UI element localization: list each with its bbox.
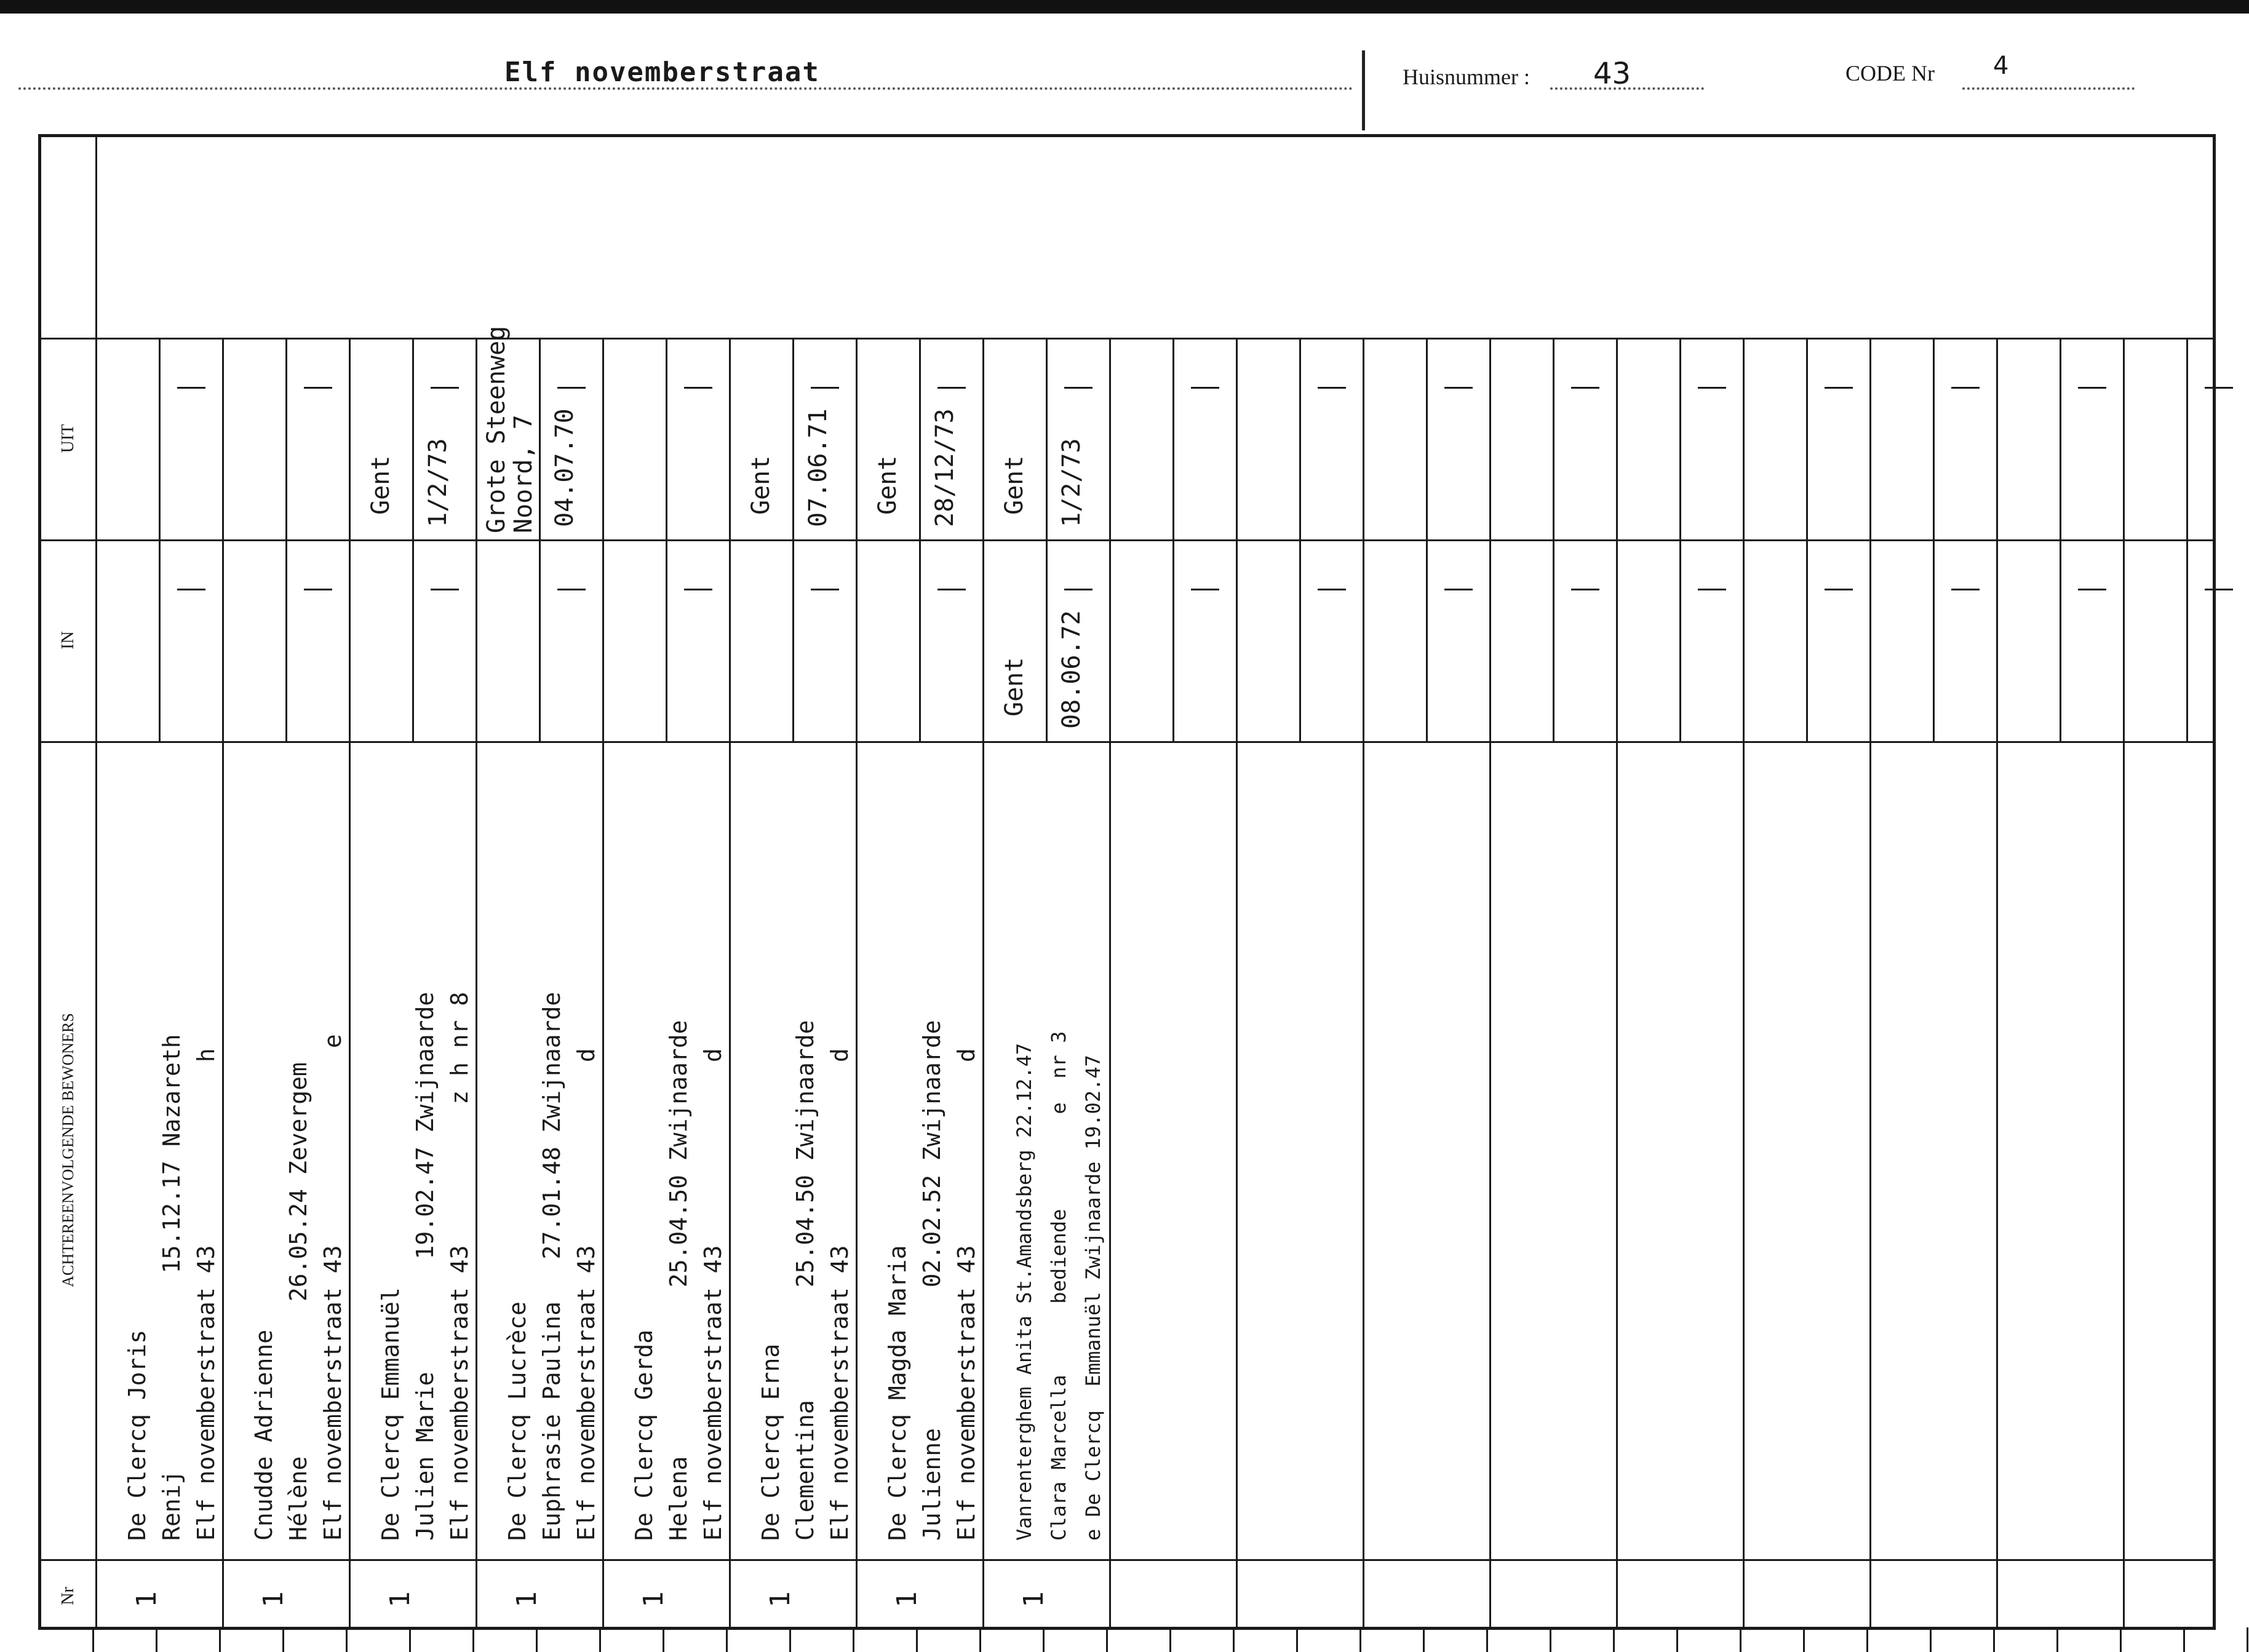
empty-dash	[557, 387, 586, 389]
bottom-tick	[1359, 1627, 1361, 1652]
sub-column-divider	[1679, 338, 1681, 741]
resident-entry-line: Julienne 02.02.52 Zwijnaarde	[918, 1020, 945, 1541]
empty-dash	[304, 387, 332, 389]
resident-nr: 1	[1017, 1591, 1049, 1608]
bottom-tick	[1613, 1627, 1615, 1652]
resident-nr: 1	[384, 1591, 416, 1608]
empty-dash	[937, 589, 966, 590]
uit-place: Gent	[1000, 455, 1029, 515]
sub-column-divider	[1299, 338, 1301, 741]
bottom-tick	[2183, 1627, 2185, 1652]
empty-dash	[304, 589, 332, 590]
empty-dash	[937, 387, 966, 389]
sub-column-divider	[1426, 338, 1428, 741]
resident-entry-line: Elf novemberstraat 43 d	[699, 1048, 726, 1541]
empty-dash	[1571, 589, 1599, 590]
bottom-tick	[1866, 1627, 1868, 1652]
bottom-tick	[409, 1627, 411, 1652]
resident-entry-line: Elf novemberstraat 43 d	[953, 1048, 980, 1541]
code-dotted-line	[1962, 87, 2135, 90]
empty-dash	[1825, 387, 1853, 389]
empty-dash	[1191, 589, 1219, 590]
bottom-tick	[1550, 1627, 1551, 1652]
column-divider	[1996, 338, 1998, 1627]
sub-column-divider	[412, 338, 414, 741]
resident-entry-line: Euphrasie Paulina 27.01.48 Zwijnaarde	[538, 991, 565, 1541]
sub-column-divider	[1806, 338, 1808, 741]
bottom-tick	[1233, 1627, 1235, 1652]
resident-entry-line: Helena 25.04.50 Zwijnaarde	[665, 1020, 692, 1541]
huisnummer-value: 43	[1593, 57, 1631, 91]
resident-entry-line: Elf novemberstraat 43 d	[573, 1048, 600, 1541]
empty-dash	[177, 387, 205, 389]
bottom-tick	[1930, 1627, 1932, 1652]
bottom-tick	[1993, 1627, 1995, 1652]
bottom-tick-row	[38, 1627, 2216, 1652]
empty-dash	[1064, 589, 1093, 590]
sub-column-divider	[792, 338, 794, 741]
resident-entry-line: Julien Marie 19.02.47 Zwijnaarde	[412, 991, 439, 1541]
empty-dash	[1191, 387, 1219, 389]
bottom-tick	[2120, 1627, 2122, 1652]
bottom-tick	[282, 1627, 284, 1652]
resident-nr: 1	[637, 1591, 669, 1608]
bottom-tick	[472, 1627, 474, 1652]
code-value: 4	[1993, 52, 2009, 80]
uit-date: 07.06.71	[804, 408, 832, 527]
empty-dash	[684, 589, 712, 590]
bottom-tick	[599, 1627, 601, 1652]
bottom-tick	[1169, 1627, 1171, 1652]
uit-date: 1/2/73	[1057, 438, 1086, 527]
section-line-bewoners-nr	[41, 1559, 2213, 1561]
resident-entry-line: Elf novemberstraat 43 z h nr 8	[446, 991, 473, 1541]
empty-dash	[2078, 589, 2106, 590]
sub-column-divider	[666, 338, 667, 741]
resident-nr: 1	[511, 1591, 543, 1608]
bottom-tick	[1486, 1627, 1488, 1652]
label-column-divider	[95, 137, 97, 1627]
empty-dash	[2205, 387, 2233, 389]
column-divider	[1616, 338, 1618, 1627]
empty-dash	[684, 387, 712, 389]
empty-dash	[431, 589, 459, 590]
sub-column-divider	[1046, 338, 1048, 741]
resident-entry-line: Vanrenterghem Anita St.Amandsberg 22.12.47	[1013, 1042, 1036, 1541]
empty-dash	[811, 387, 839, 389]
bottom-tick	[789, 1627, 791, 1652]
resident-entry-line: Clementina 25.04.50 Zwijnaarde	[792, 1020, 819, 1541]
sub-column-divider	[1172, 338, 1174, 741]
column-divider	[1363, 338, 1364, 1627]
resident-nr: 1	[130, 1591, 162, 1608]
bottom-tick	[1740, 1627, 1741, 1652]
bottom-tick	[219, 1627, 221, 1652]
sub-column-divider	[285, 338, 287, 741]
resident-entry-line: e De Clercq Emmanuël Zwijnaarde 19.02.47	[1081, 1055, 1105, 1541]
sub-column-divider	[1933, 338, 1935, 741]
resident-nr: 1	[257, 1591, 289, 1608]
uit-place: Grote Steenweg Noord, 7	[482, 325, 538, 533]
bottom-tick	[979, 1627, 981, 1652]
sub-column-divider	[1553, 338, 1554, 741]
column-divider	[2123, 338, 2125, 1627]
resident-entry-line: Elf novemberstraat 43 d	[826, 1048, 853, 1541]
in-place: Gent	[1000, 657, 1029, 717]
bottom-tick	[726, 1627, 728, 1652]
resident-nr: 1	[764, 1591, 796, 1608]
sub-column-divider	[159, 338, 161, 741]
bottom-tick	[1423, 1627, 1425, 1652]
resident-nr: 1	[891, 1591, 923, 1608]
bottom-tick	[2056, 1627, 2058, 1652]
bottom-tick	[1803, 1627, 1805, 1652]
bottom-tick	[92, 1627, 94, 1652]
resident-entry-line: De Clercq Emmanuël	[377, 1287, 404, 1541]
sub-column-divider	[539, 338, 541, 741]
code-label: CODE Nr	[1845, 61, 1935, 85]
bottom-tick	[156, 1627, 157, 1652]
bottom-tick	[1043, 1627, 1045, 1652]
resident-entry-line: De Clercq Gerda	[631, 1329, 658, 1541]
section-line-in-bewoners	[41, 741, 2213, 743]
bottom-tick	[1106, 1627, 1108, 1652]
huisnummer-label: Huisnummer :	[1403, 65, 1530, 89]
empty-dash	[1318, 387, 1346, 389]
bottom-tick	[346, 1627, 348, 1652]
resident-entry-line: De Clercq Erna	[757, 1343, 784, 1541]
empty-dash	[177, 589, 205, 590]
section-line-uit-in	[41, 539, 2213, 541]
bewoners-label: ACHTEREENVOLGENDE BEWONERS	[59, 1013, 77, 1287]
empty-dash	[1698, 387, 1726, 389]
header-separator	[1362, 50, 1365, 130]
resident-entry-line: Cnudde Adrienne	[250, 1329, 277, 1541]
sub-column-divider	[2186, 338, 2188, 741]
sub-column-divider	[2060, 338, 2061, 741]
empty-dash	[811, 589, 839, 590]
in-date: 08.06.72	[1057, 610, 1086, 729]
resident-entry-line: Elf novemberstraat 43 h	[193, 1048, 220, 1541]
resident-entry-line: Renij 15.12.17 Nazareth	[158, 1034, 185, 1541]
bottom-tick	[853, 1627, 854, 1652]
empty-dash	[557, 589, 586, 590]
uit-place: Gent	[874, 455, 902, 515]
uit-date: 04.07.70	[551, 408, 579, 527]
uit-label: UIT	[58, 424, 78, 453]
column-divider	[1869, 338, 1871, 1627]
empty-dash	[1951, 387, 1980, 389]
sub-column-divider	[919, 338, 921, 741]
uit-place: Gent	[747, 455, 775, 515]
bottom-tick	[536, 1627, 538, 1652]
resident-entry-line: De Clercq Joris	[124, 1329, 151, 1541]
bottom-tick	[663, 1627, 664, 1652]
empty-dash	[1698, 589, 1726, 590]
register-form	[38, 134, 2216, 1630]
empty-dash	[1444, 589, 1473, 590]
street-name: Elf novemberstraat	[504, 57, 820, 88]
in-label: IN	[58, 631, 78, 649]
resident-entry-line: Clara Marcella bediende e nr 3	[1047, 1031, 1070, 1541]
empty-dash	[2078, 387, 2106, 389]
empty-dash	[1318, 589, 1346, 590]
bottom-tick	[1296, 1627, 1298, 1652]
column-divider	[1236, 338, 1238, 1627]
bottom-tick	[916, 1627, 918, 1652]
uit-date: 28/12/73	[931, 408, 959, 527]
empty-dash	[1571, 387, 1599, 389]
empty-dash	[431, 387, 459, 389]
bottom-tick	[2247, 1627, 2248, 1652]
empty-dash	[1951, 589, 1980, 590]
empty-dash	[1825, 589, 1853, 590]
empty-dash	[1064, 387, 1093, 389]
empty-dash	[2205, 589, 2233, 590]
empty-dash	[1444, 387, 1473, 389]
column-divider	[1489, 338, 1491, 1627]
bottom-tick	[1676, 1627, 1678, 1652]
uit-date: 1/2/73	[424, 438, 452, 527]
nr-label: Nr	[58, 1587, 78, 1605]
resident-entry-line: De Clercq Magda Maria	[884, 1245, 911, 1541]
column-divider	[1743, 338, 1745, 1627]
uit-place: Gent	[367, 455, 395, 515]
resident-entry-line: Hélène 26.05.24 Zevergem	[285, 1062, 312, 1541]
top-edge-bar	[0, 0, 2249, 14]
resident-entry-line: Elf novemberstraat 43 e	[319, 1034, 346, 1541]
section-line-top	[41, 338, 2213, 340]
resident-entry-line: De Clercq Lucrèce	[504, 1301, 531, 1541]
